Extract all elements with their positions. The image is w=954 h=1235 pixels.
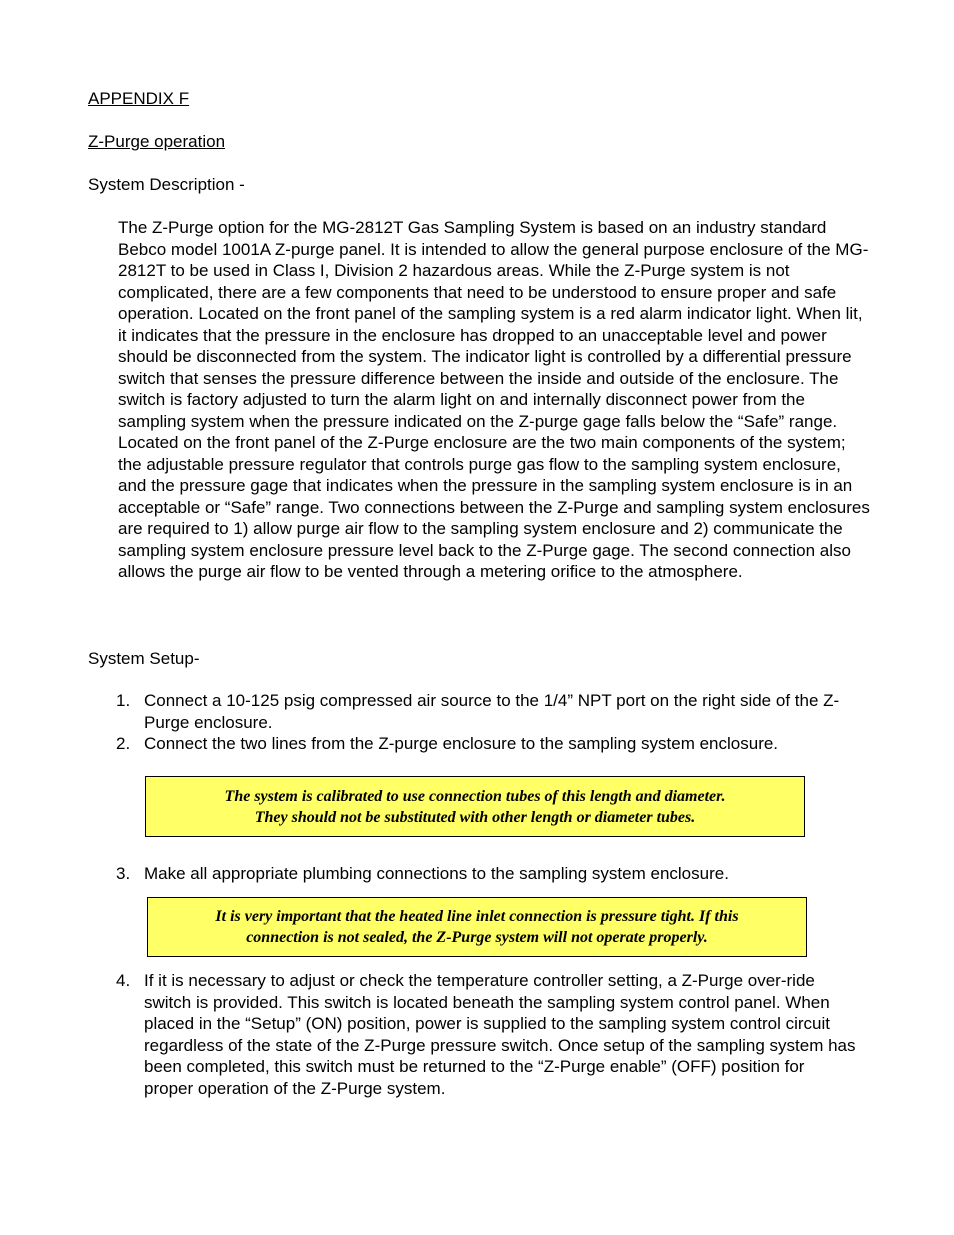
note-line: It is very important that the heated line inlet connection is pressure tight. If this [215, 908, 739, 925]
system-description-body: The Z-Purge option for the MG-2812T Gas Sampling System is based on an industry standard Bebco model 1001A Z-purge panel. It is intended to allow the general purpose enclosure of the MG-2812T to be used in Class I, Division 2 hazardous areas. While the Z-Purge system is not complicated, there are a few components that need to be understood to ensure proper and safe operation. Located on the front panel of the sampling system is a red alarm indicator light. When lit, it indicates that the pressure in the enclosure has dropped to an unacceptable level and power should be disconnected from the system. The indicator light is controlled by a differential pressure switch that senses the pressure difference between the inside and outside of the enclosure. The switch is factory adjusted to turn the alarm light on and internally disconnect power from the sampling system when the pressure indicated on the Z-purge gage falls below the “Safe” range. Located on the front panel of the Z-Purge enclosure are the two main components of the system; the adjustable pressure regulator that controls purge gas flow to the sampling system enclosure, and the pressure gage that indicates when the pressure in the sampling system enclosure is in an acceptable or “Safe” range. Two connections between the Z-Purge and sampling system enclosures are required to 1) allow purge air flow to the sampling system enclosure and 2) communicate the sampling system enclosure pressure level back to the Z-Purge gage. The second connection also allows the purge air flow to be vented through a metering orifice to the atmosphere. [118, 218, 870, 581]
setup-step-2 [116, 733, 864, 755]
step-number: 2. [116, 734, 131, 753]
step-text: Connect a 10-125 psig compressed air source to the 1/4” NPT port on the right side of the Z-Purge enclosure. [144, 691, 840, 732]
setup-step-1 [116, 690, 864, 734]
calibration-note [145, 776, 805, 837]
step-text: If it is necessary to adjust or check the temperature controller setting, a Z-Purge over-ride switch is provided. This switch is located beneath the sampling system control panel. When placed in the “Setup” (ON) position, power is supplied to the sampling system control circuit regardless of the state of the Z-Purge pressure switch. Once setup of the sampling system has been completed, this switch must be returned to the “Z-Purge enable” (OFF) position for proper operation of the Z-Purge system. [144, 971, 856, 1098]
section-title: Z-Purge operation [88, 132, 226, 151]
note-line: connection is not sealed, the Z-Purge system will not operate properly. [246, 929, 708, 946]
step-text: Connect the two lines from the Z-purge enclosure to the sampling system enclosure. [144, 734, 779, 753]
appendix-title: APPENDIX F [88, 89, 190, 108]
setup-step-4 [116, 970, 858, 1102]
system-description-heading: System Description - [88, 175, 245, 194]
note-line: They should not be substituted with other length or diameter tubes. [254, 808, 696, 826]
step-text: Make all appropriate plumbing connections to the sampling system enclosure. [144, 864, 729, 883]
setup-step-3 [116, 863, 864, 885]
note-line: The system is calibrated to use connection tubes of this length and diameter. [224, 787, 726, 805]
system-setup-heading: System Setup- [88, 649, 200, 668]
step-number: 4. [116, 971, 131, 990]
step-number: 3. [116, 864, 131, 883]
pressure-tight-note [147, 897, 807, 957]
step-number: 1. [116, 691, 131, 710]
